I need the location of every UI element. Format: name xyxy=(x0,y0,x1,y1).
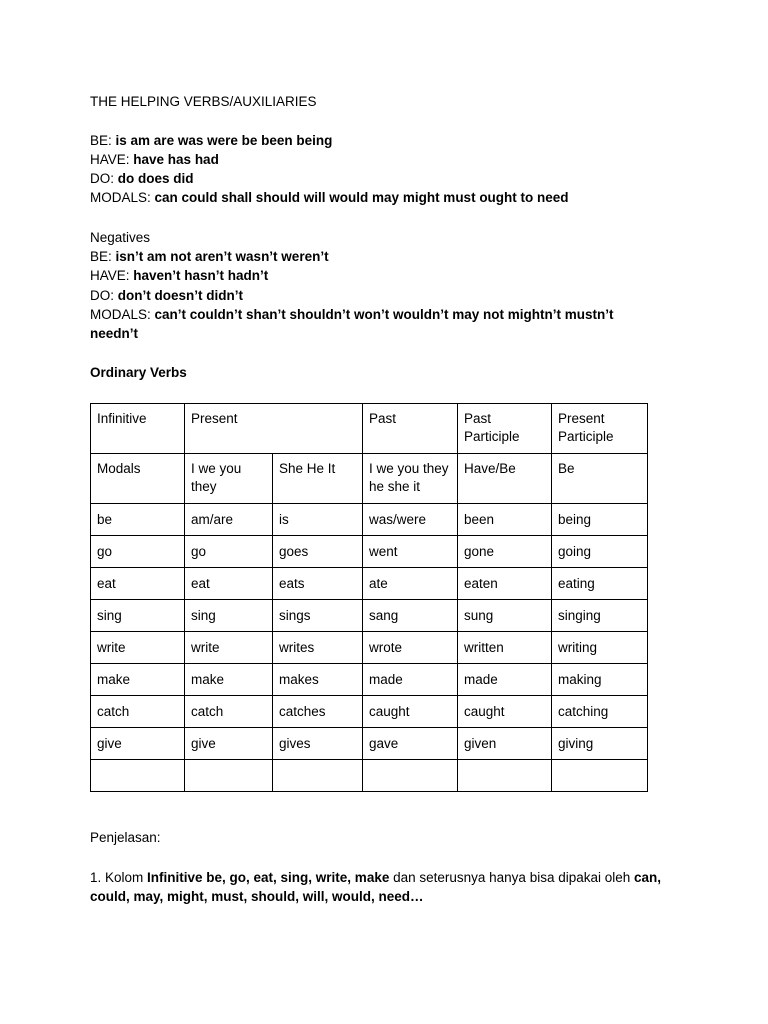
table-cell: catch xyxy=(185,696,273,728)
subheader-cell: Have/Be xyxy=(458,454,552,504)
table-cell: eating xyxy=(552,568,648,600)
table-subheader-row xyxy=(91,454,648,504)
table-row xyxy=(91,568,648,600)
table-row xyxy=(91,504,648,536)
table-cell: make xyxy=(91,664,185,696)
neg-modals xyxy=(90,305,614,324)
table-cell-empty xyxy=(273,760,363,792)
table-cell: write xyxy=(185,632,273,664)
table-cell: goes xyxy=(273,536,363,568)
table-cell-empty xyxy=(363,760,458,792)
negatives-heading: Negatives xyxy=(90,230,151,245)
table-cell: write xyxy=(91,632,185,664)
table-cell: made xyxy=(458,664,552,696)
table-cell: writing xyxy=(552,632,648,664)
table-cell: gave xyxy=(363,728,458,760)
neg-have xyxy=(90,266,268,285)
table-cell: makes xyxy=(273,664,363,696)
verb-table xyxy=(90,403,648,792)
neg-label: HAVE: xyxy=(90,268,130,283)
table-cell: caught xyxy=(458,696,552,728)
table-cell: eat xyxy=(91,568,185,600)
table-cell-empty xyxy=(458,760,552,792)
table-cell: sing xyxy=(185,600,273,632)
table-row xyxy=(91,664,648,696)
table-cell: caught xyxy=(363,696,458,728)
table-header-row xyxy=(91,404,648,454)
table-cell: sing xyxy=(91,600,185,632)
table-cell: wrote xyxy=(363,632,458,664)
aux-label: MODALS: xyxy=(90,190,151,205)
subheader-cell: Be xyxy=(552,454,648,504)
neg-label: DO: xyxy=(90,288,115,303)
table-cell: gone xyxy=(458,536,552,568)
table-cell: been xyxy=(458,504,552,536)
table-cell: give xyxy=(91,728,185,760)
neg-modals-cont: needn’t xyxy=(90,326,139,341)
header-cell: Past Participle xyxy=(458,404,552,454)
table-cell: catching xyxy=(552,696,648,728)
table-cell: eaten xyxy=(458,568,552,600)
aux-words: do does did xyxy=(117,171,194,186)
table-row xyxy=(91,728,648,760)
table-cell: sings xyxy=(273,600,363,632)
aux-label: HAVE: xyxy=(90,152,130,167)
table-cell: catch xyxy=(91,696,185,728)
table-cell: be xyxy=(91,504,185,536)
header-cell: Past xyxy=(363,404,458,454)
table-row xyxy=(91,600,648,632)
subheader-cell: She He It xyxy=(273,454,363,504)
table-cell: give xyxy=(185,728,273,760)
ordinary-verbs-heading: Ordinary Verbs xyxy=(90,365,187,380)
table-cell: given xyxy=(458,728,552,760)
aux-have xyxy=(90,150,219,169)
table-row xyxy=(91,696,648,728)
table-cell: eat xyxy=(185,568,273,600)
explanation-text: 1. Kolom xyxy=(90,870,148,885)
table-cell: make xyxy=(185,664,273,696)
subheader-cell: I we you they he she it xyxy=(363,454,458,504)
explanation-text: dan seterusnya hanya bisa dipakai oleh xyxy=(389,870,635,885)
table-cell: gives xyxy=(273,728,363,760)
table-cell: am/are xyxy=(185,504,273,536)
explanation-bold: can, xyxy=(634,870,662,885)
neg-label: MODALS: xyxy=(90,307,151,322)
aux-do xyxy=(90,169,194,188)
aux-words: is am are was were be been being xyxy=(115,133,333,148)
aux-label: BE: xyxy=(90,133,112,148)
header-cell: Present Participle xyxy=(552,404,648,454)
aux-words: have has had xyxy=(133,152,219,167)
subheader-cell: I we you they xyxy=(185,454,273,504)
table-cell-empty xyxy=(552,760,648,792)
table-row-empty xyxy=(91,760,648,792)
table-cell-empty xyxy=(91,760,185,792)
explanation-paragraph-1-cont: could, may, might, must, should, will, would, need… xyxy=(90,889,424,904)
subheader-cell: Modals xyxy=(91,454,185,504)
table-cell: made xyxy=(363,664,458,696)
explanation-heading: Penjelasan: xyxy=(90,830,161,845)
explanation-paragraph-1 xyxy=(90,868,661,887)
explanation-bold: Infinitive be, go, eat, sing, write, make xyxy=(147,870,390,885)
table-cell: catches xyxy=(273,696,363,728)
aux-words: can could shall should will would may might must ought to need xyxy=(154,190,569,205)
neg-be xyxy=(90,247,329,266)
table-cell: singing xyxy=(552,600,648,632)
table-cell: sang xyxy=(363,600,458,632)
neg-words: haven’t hasn’t hadn’t xyxy=(133,268,269,283)
table-cell: writes xyxy=(273,632,363,664)
neg-words: can’t couldn’t shan’t shouldn’t won’t wouldn’t may not mightn’t mustn’t xyxy=(154,307,614,322)
table-cell-empty xyxy=(185,760,273,792)
table-cell: written xyxy=(458,632,552,664)
table-cell: making xyxy=(552,664,648,696)
table-cell: ate xyxy=(363,568,458,600)
table-cell: is xyxy=(273,504,363,536)
table-cell: eats xyxy=(273,568,363,600)
table-cell: giving xyxy=(552,728,648,760)
page-title: THE HELPING VERBS/AUXILIARIES xyxy=(90,94,317,109)
neg-words: don’t doesn’t didn’t xyxy=(117,288,244,303)
table-cell: being xyxy=(552,504,648,536)
aux-label: DO: xyxy=(90,171,115,186)
table-cell: go xyxy=(185,536,273,568)
table-cell: going xyxy=(552,536,648,568)
aux-modals xyxy=(90,188,569,207)
aux-be xyxy=(90,131,332,150)
neg-do xyxy=(90,286,243,305)
table-cell: sung xyxy=(458,600,552,632)
table-cell: was/were xyxy=(363,504,458,536)
header-cell: Present xyxy=(185,404,363,454)
neg-words: isn’t am not aren’t wasn’t weren’t xyxy=(115,249,329,264)
table-row xyxy=(91,632,648,664)
header-cell: Infinitive xyxy=(91,404,185,454)
table-cell: go xyxy=(91,536,185,568)
table-cell: went xyxy=(363,536,458,568)
neg-label: BE: xyxy=(90,249,112,264)
table-row xyxy=(91,536,648,568)
